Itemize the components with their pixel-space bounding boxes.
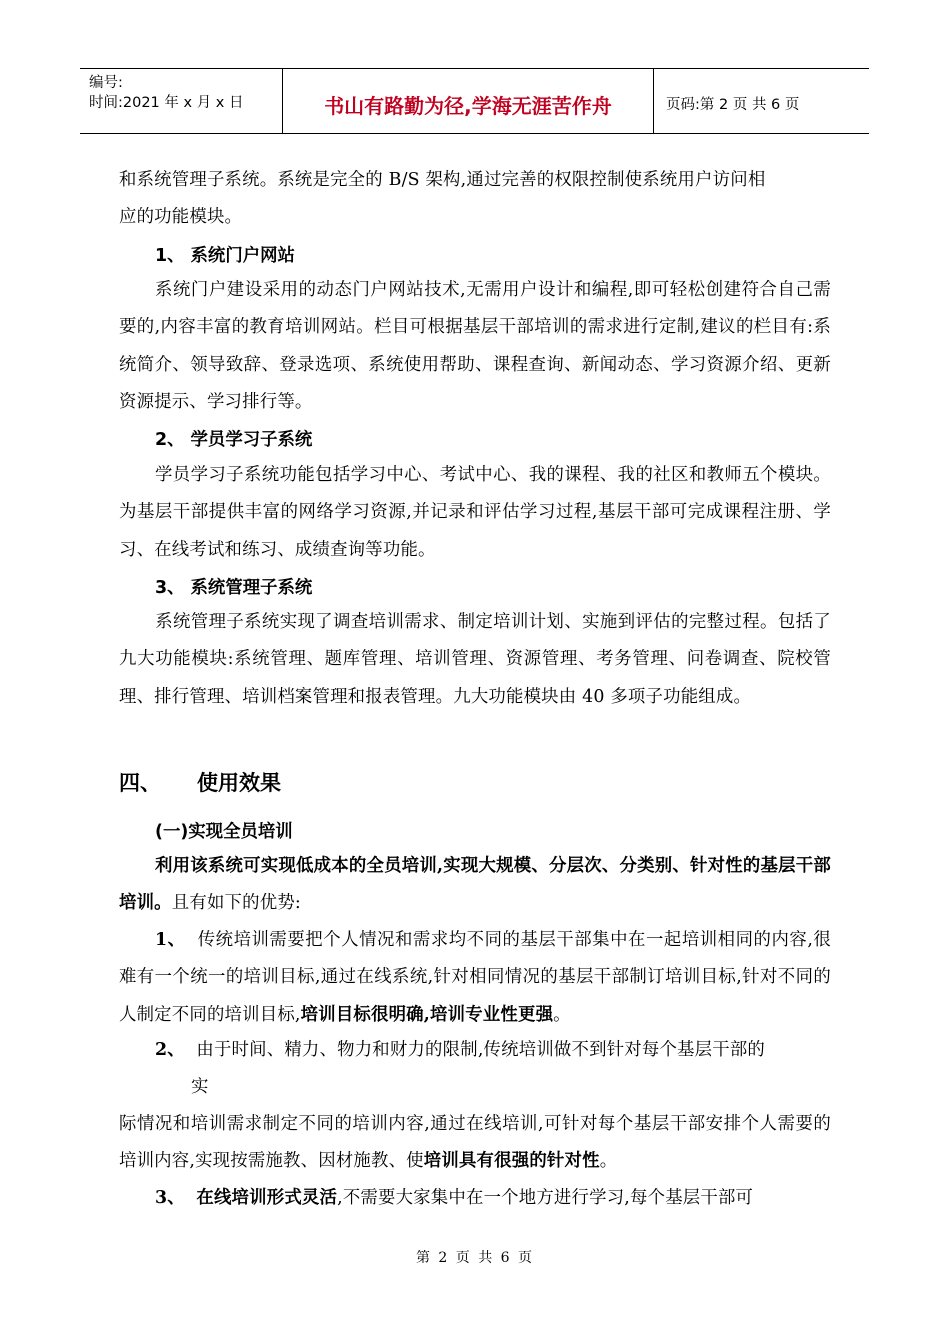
intro-line-1: 和系统管理子系统。系统是完全的 B/S 架构,通过完善的权限控制使系统用户访问相 (119, 170, 766, 190)
header-motto: 书山有路勤为径,学海无涯苦作舟 (283, 69, 654, 133)
advantages-tail: 且有如下的优势: (171, 893, 301, 914)
admin-line-1: 系统管理子系统实现了调查培训需求、制定培训计划、实施到评估的完整过程。 (155, 612, 778, 632)
header-page-info: 页码:第 2 页 共 6 页 (666, 96, 800, 113)
paragraph-student: 学员学习子系统功能包括学习中心、考试中心、我的课程、我的社区和教师五个模块。为基层干部提供丰富的网络学习资源,并记录和评估学习过程,基层干部可完成课程注册、学习、在线考试和练习、成绩查询等功能。 (119, 465, 831, 560)
intro-line-2: 应的功能模块。 (119, 207, 243, 228)
item-2-bold: 培训具有很强的针对性 (423, 1151, 600, 1172)
item-1-text: 传统培训需要把个人情况和需求均不同的基层干部集中在一起培训相同的内容,很难有一个统一的培训目标,通过在线系统,针对相同情况的基层干部制订培训目标,针对不同的人制定不同的培训目标, (119, 930, 831, 1025)
item-2-end: 。 (599, 1151, 618, 1172)
section-number: 四、 (119, 771, 161, 795)
item-1-end: 。 (553, 1004, 571, 1025)
advantages-bold: 利用该系统可实现低成本的全员培训,实现大规模、分层次、分类别、针对性的基层干部培训。 (119, 856, 831, 914)
item-1 (119, 922, 831, 1034)
section-title: 使用效果 (197, 771, 281, 795)
serial-label: 编号: (89, 75, 123, 91)
heading-student: 2、 学员学习子系统 (155, 430, 313, 450)
heading-admin: 3、 系统管理子系统 (155, 578, 313, 598)
item-1-number: 1、 (155, 930, 186, 950)
subheading-full-training: (一)实现全员培训 (155, 822, 293, 842)
time-label: 时间:2021 年 x 月 x 日 (89, 95, 244, 111)
item-1-bold: 培训目标很明确,培训专业性更强 (300, 1004, 554, 1025)
item-3-number: 3、 (155, 1188, 185, 1208)
item-2-rest (119, 1106, 831, 1181)
item-2-line-1: 由于时间、精力、物力和财力的限制,传统培训做不到针对每个基层干部的 (196, 1040, 766, 1060)
admin-rest: 包括了九大功能模块:系统管理、题库管理、培训管理、资源管理、考务管理、问卷调查、院校管理、排行管理、培训档案管理和报表管理。九大功能模块由 40 多项子功能组成。 (119, 612, 831, 707)
page-footer: 第 2 页 共 6 页 (415, 1250, 535, 1266)
paragraph-intro (119, 162, 831, 237)
item-3-text: ,不需要大家集中在一个地方进行学习,每个基层干部可 (337, 1188, 754, 1208)
header-meta (80, 69, 283, 133)
page-header (80, 68, 869, 134)
item-2-line-2: 实 (191, 1077, 209, 1097)
item-2-first (119, 1032, 831, 1069)
section-heading-effect (119, 767, 281, 797)
item-3 (119, 1180, 831, 1217)
paragraph-portal: 系统门户建设采用的动态门户网站技术,无需用户设计和编程,即可轻松创建符合自己需要的,内容丰富的教育培训网站。栏目可根据基层干部培训的需求进行定制,建议的栏目有:系统简介、领导致辞、登录选项、系统使用帮助、课程查询、新闻动态、学习资源介绍、更新资源提示、学习排行等。 (119, 280, 831, 412)
item-2-rest-text: 际情况和培训需求制定不同的培训内容,通过在线培训,可针对每个基层干部安排个人需要的培训内容,实现按需施教、因材施教、使 (119, 1114, 831, 1172)
paragraph-admin (119, 604, 831, 716)
heading-portal: 1、 系统门户网站 (155, 246, 295, 266)
item-3-bold: 在线培训形式灵活 (196, 1188, 338, 1208)
paragraph-advantages (119, 848, 831, 923)
item-2-number: 2、 (155, 1040, 185, 1060)
